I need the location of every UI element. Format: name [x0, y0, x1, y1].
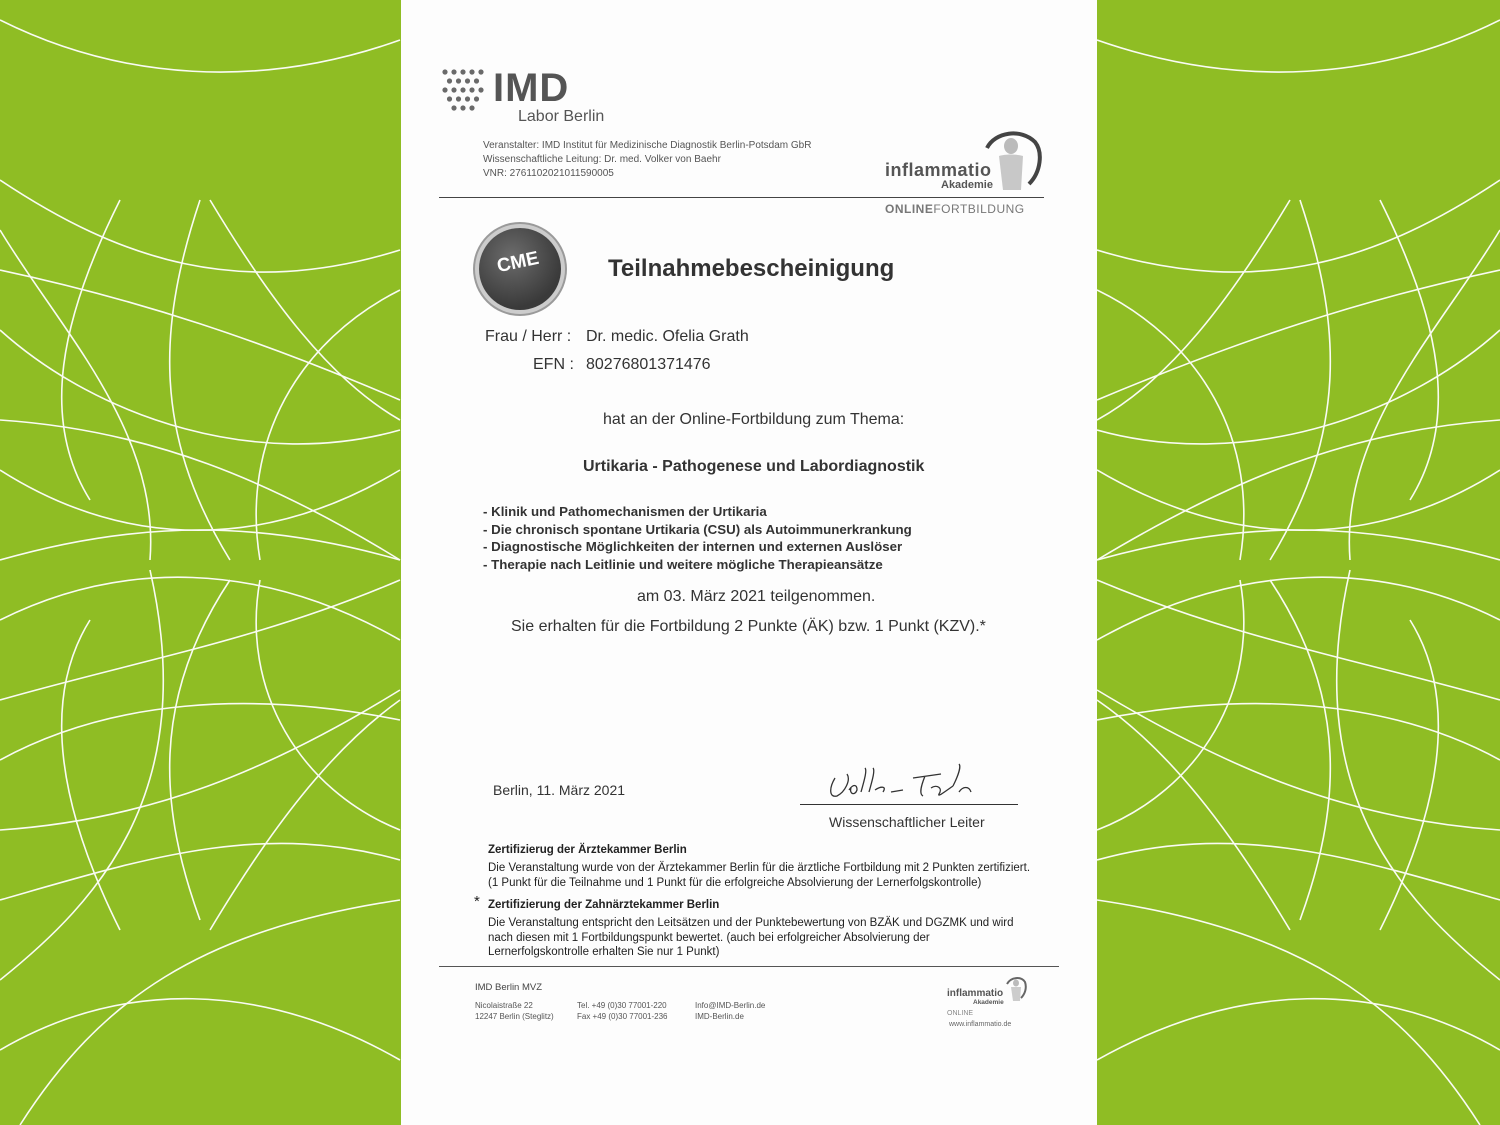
cme-badge-label: CME [495, 247, 541, 278]
bullet-item: - Die chronisch spontane Urtikaria (CSU) als Autoimmunerkrankung [483, 521, 912, 537]
partner-logo-name: inflammatio [885, 160, 992, 180]
signature-image [821, 758, 1001, 804]
aek-cert-title: Zertifizierug der Ärztekammer Berlin [488, 844, 687, 856]
signature-line [800, 804, 1018, 805]
scientific-lead-line: Wissenschaftliche Leitung: Dr. med. Volker von Baehr [483, 154, 721, 165]
signature-role: Wissenschaftlicher Leiter [829, 814, 985, 830]
footer-address [475, 1000, 554, 1022]
asterisk-marker: * [474, 893, 480, 910]
fortbildung-text: FORTBILDUNG [933, 202, 1025, 216]
zaek-cert-text [488, 916, 1013, 960]
certificate-document [401, 0, 1097, 1125]
zaek-cert-line: Lernerfolgskontrolle erhalten Sie nur 1 Punkt) [488, 946, 720, 958]
logo-subtitle: Labor Berlin [518, 108, 605, 125]
aek-cert-line: Die Veranstaltung wurde von der Ärztekammer Berlin für die ärztliche Fortbildung mit 2 Punkten zertifiziert. [488, 862, 1031, 874]
course-topic: Urtikaria - Pathogenese und Labordiagnostik [583, 458, 925, 475]
footer-company: IMD Berlin MVZ [475, 982, 543, 993]
decorative-line-pattern [1097, 0, 1500, 1125]
partner-online-tag [885, 202, 1025, 216]
footer-contact [695, 1000, 765, 1022]
left-decorative-panel [0, 0, 401, 1125]
decorative-line-pattern [0, 0, 401, 1125]
points-statement: Sie erhalten für die Fortbildung 2 Punkte (ÄK) bzw. 1 Punkt (KZV).* [511, 618, 986, 635]
footer-city: 12247 Berlin (Steglitz) [475, 1012, 554, 1021]
imd-dots-logo-icon [441, 68, 487, 112]
intro-text: hat an der Online-Fortbildung zum Thema: [603, 411, 905, 428]
footer-phone [577, 1000, 668, 1022]
footer-email: Info@IMD-Berlin.de [695, 1001, 766, 1010]
bullet-item: - Therapie nach Leitlinie und weitere mögliche Therapieansätze [483, 556, 883, 572]
footer-inflammatio-figure-icon [1005, 976, 1027, 1002]
footer-partner-sub: Akademie [973, 999, 1004, 1006]
document-title: Teilnahmebescheinigung [608, 255, 895, 282]
header-divider [439, 197, 1044, 198]
participation-date: am 03. März 2021 teilgenommen. [637, 588, 876, 605]
bullet-item: - Klinik und Pathomechanismen der Urtikaria [483, 504, 767, 519]
topic-bullet-list [483, 503, 912, 573]
efn-label: EFN : [533, 356, 574, 373]
logo-wordmark: IMD [493, 66, 570, 110]
zaek-cert-line: nach diesen mit 1 Fortbildungspunkt bewertet. (auch bei erfolgreicher Absolvierung der [488, 931, 930, 944]
online-bold-text: ONLINE [885, 202, 934, 216]
footer-divider [439, 966, 1059, 967]
partner-logo-sub: Akademie [941, 179, 993, 191]
footer-street: Nicolaistraße 22 [475, 1001, 533, 1010]
participant-name: Dr. medic. Ofelia Grath [586, 328, 749, 345]
zaek-cert-line: Die Veranstaltung entspricht den Leitsätzen und der Punktebewertung von BZÄK und DGZMK und wird [488, 917, 1014, 929]
place-and-date: Berlin, 11. März 2021 [493, 782, 626, 798]
zaek-cert-title: Zertifizierung der Zahnärztekammer Berlin [488, 899, 720, 911]
footer-fax: Fax +49 (0)30 77001-236 [577, 1012, 668, 1021]
vnr-line: VNR: 2761102021011590005 [483, 168, 614, 179]
footer-partner-name: inflammatio [947, 988, 1004, 999]
footer-partner-tag: ONLINE [947, 1010, 974, 1017]
bullet-item: - Diagnostische Möglichkeiten der internen und externen Auslöser [483, 539, 903, 554]
aek-cert-text [488, 861, 1030, 890]
organizer-line: Veranstalter: IMD Institut für Medizinische Diagnostik Berlin-Potsdam GbR [483, 140, 812, 151]
footer-tel: Tel. +49 (0)30 77001-220 [577, 1001, 667, 1010]
right-decorative-panel [1097, 0, 1500, 1125]
footer-web: IMD-Berlin.de [695, 1012, 744, 1021]
name-label: Frau / Herr : [485, 328, 572, 345]
efn-number: 80276801371476 [586, 356, 711, 373]
footer-partner-web: www.inflammatio.de [949, 1021, 1012, 1028]
aek-cert-line: (1 Punkt für die Teilnahme und 1 Punkt für die erfolgreiche Absolvierung der Lernerfolgskontrolle) [488, 876, 982, 889]
